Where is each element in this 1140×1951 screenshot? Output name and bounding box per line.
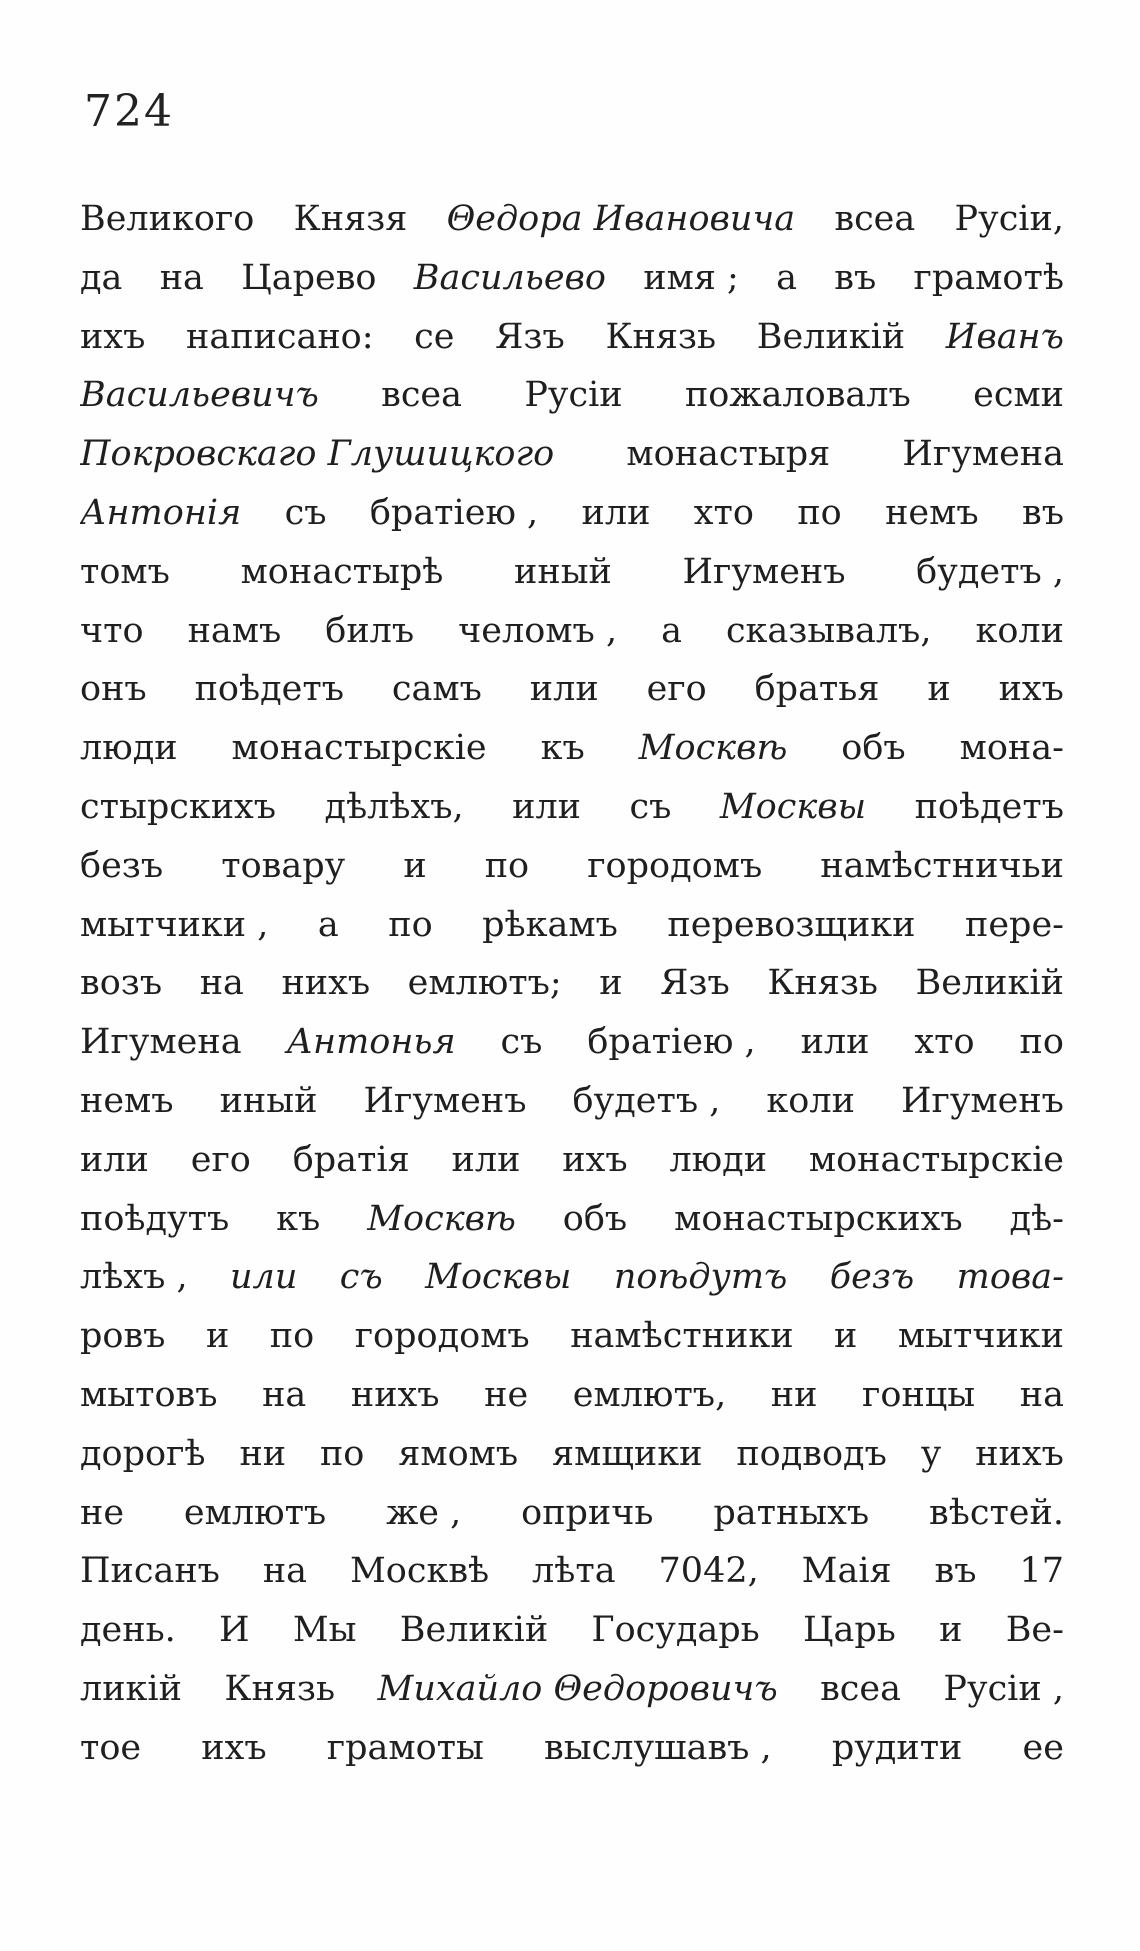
text-line bbox=[80, 719, 1064, 778]
page-number: 724 bbox=[84, 86, 174, 137]
word: ямомъ bbox=[398, 1433, 519, 1474]
word: монастыря bbox=[626, 434, 831, 475]
word: безъ bbox=[80, 845, 164, 886]
word: и bbox=[403, 845, 427, 886]
word: намъ bbox=[187, 610, 282, 651]
word: емлютъ bbox=[183, 1492, 327, 1533]
word: опричь bbox=[521, 1492, 654, 1533]
word: тое bbox=[80, 1727, 142, 1768]
word: подводъ bbox=[736, 1433, 887, 1474]
word: ни bbox=[770, 1374, 818, 1415]
text-line bbox=[80, 1190, 1064, 1249]
word: съ bbox=[284, 492, 327, 533]
word: по bbox=[484, 845, 530, 886]
word: съ bbox=[339, 1257, 383, 1298]
word: поѣдутъ bbox=[613, 1257, 788, 1298]
word: Ве- bbox=[1005, 1610, 1064, 1651]
word: пере- bbox=[965, 904, 1064, 945]
word: Москвы bbox=[719, 786, 867, 827]
word: люди bbox=[80, 728, 178, 769]
word: къ bbox=[276, 1198, 321, 1239]
word: въ bbox=[1022, 492, 1064, 533]
word: а bbox=[317, 904, 339, 945]
word: немъ bbox=[885, 492, 979, 533]
text-line bbox=[80, 1248, 1064, 1307]
word: Язъ bbox=[660, 963, 730, 1004]
word: дѣлѣхъ, bbox=[324, 786, 464, 827]
word: и bbox=[927, 669, 951, 710]
text-line bbox=[80, 1719, 1064, 1778]
word: или bbox=[529, 669, 599, 710]
word: будетъ , bbox=[572, 1080, 721, 1121]
word: написано: bbox=[186, 316, 374, 357]
word: на bbox=[159, 257, 204, 298]
text-line bbox=[80, 190, 1064, 249]
word: Игумена bbox=[80, 1022, 242, 1063]
word: Москвѣ bbox=[638, 728, 788, 769]
text-line bbox=[80, 1307, 1064, 1366]
word: по bbox=[1019, 1022, 1064, 1063]
word: 17 bbox=[1019, 1551, 1064, 1592]
word: Θедора Ивановича bbox=[446, 199, 796, 239]
word: Покровскаго Глушицкого bbox=[80, 434, 555, 475]
word: имя ; bbox=[643, 257, 739, 298]
word: на bbox=[262, 1551, 308, 1592]
word: и bbox=[939, 1610, 963, 1651]
word: у bbox=[920, 1433, 942, 1474]
word: Князя bbox=[293, 199, 408, 239]
word: Маія bbox=[801, 1551, 892, 1592]
word: Великій bbox=[915, 963, 1064, 1004]
text-line bbox=[80, 1013, 1064, 1072]
word: что bbox=[80, 610, 144, 651]
text-line bbox=[80, 1072, 1064, 1131]
word: Игуменъ bbox=[900, 1080, 1064, 1121]
word: съ bbox=[629, 786, 672, 827]
word: по bbox=[269, 1316, 315, 1357]
word: городомъ bbox=[587, 845, 763, 886]
word: на bbox=[262, 1374, 307, 1415]
text-line bbox=[80, 1542, 1064, 1601]
word: ихъ bbox=[562, 1139, 628, 1180]
word: всеа bbox=[834, 199, 916, 239]
word: Русіи, bbox=[954, 199, 1064, 239]
word: Москвѣ bbox=[349, 1551, 490, 1592]
word: не bbox=[484, 1374, 529, 1415]
word: Васильево bbox=[413, 257, 606, 298]
word: ихъ bbox=[80, 316, 146, 357]
word: монастырѣ bbox=[240, 551, 444, 592]
word: грамоты bbox=[326, 1727, 484, 1768]
word: мытчики bbox=[897, 1316, 1064, 1357]
word: Русіи , bbox=[943, 1668, 1064, 1709]
word: хто bbox=[693, 492, 754, 533]
word: объ bbox=[841, 728, 906, 769]
word: коли bbox=[766, 1080, 855, 1121]
word: перевозщики bbox=[667, 904, 916, 945]
word: Москвы bbox=[425, 1257, 572, 1298]
word: мытовъ bbox=[80, 1374, 218, 1415]
word: Антонія bbox=[80, 492, 242, 533]
word: Царево bbox=[241, 257, 377, 298]
word: Игуменъ bbox=[682, 551, 846, 592]
word: городомъ bbox=[354, 1316, 530, 1357]
word: дорогѣ bbox=[80, 1433, 206, 1474]
word: се bbox=[414, 316, 455, 357]
word: Царь bbox=[803, 1610, 896, 1651]
word: братіею , bbox=[369, 492, 539, 533]
word: братія bbox=[292, 1139, 410, 1180]
word: по bbox=[388, 904, 433, 945]
word: безъ bbox=[829, 1257, 915, 1298]
word: мона- bbox=[959, 728, 1064, 769]
word: люди bbox=[669, 1139, 768, 1180]
word: грамотѣ bbox=[913, 257, 1064, 298]
word: поѣдетъ bbox=[194, 669, 344, 710]
word: Великій bbox=[399, 1610, 549, 1651]
word: Великого bbox=[80, 199, 255, 239]
word: томъ bbox=[80, 551, 170, 592]
word: къ bbox=[540, 728, 585, 769]
word: емлютъ; bbox=[407, 963, 562, 1004]
word: Иванъ bbox=[945, 316, 1064, 357]
word: товару bbox=[221, 845, 346, 886]
word: его bbox=[646, 669, 707, 710]
word: по bbox=[797, 492, 842, 533]
word: на bbox=[199, 963, 244, 1004]
word: монастырскіе bbox=[231, 728, 487, 769]
word: Язъ bbox=[495, 316, 565, 357]
word: или bbox=[581, 492, 651, 533]
text-line bbox=[80, 778, 1064, 837]
word: Писанъ bbox=[80, 1551, 220, 1592]
text-line bbox=[80, 660, 1064, 719]
word: Русіи bbox=[524, 375, 623, 416]
word: день. bbox=[80, 1610, 176, 1651]
word: по bbox=[319, 1433, 365, 1474]
word: онъ bbox=[80, 669, 147, 710]
word: ликій bbox=[80, 1668, 182, 1709]
word: Великій bbox=[756, 316, 906, 357]
word: а bbox=[661, 610, 682, 651]
word: Государь bbox=[591, 1610, 760, 1651]
word: намѣстничьи bbox=[820, 845, 1064, 886]
word: съ bbox=[500, 1022, 543, 1063]
word: Москвѣ bbox=[367, 1198, 516, 1239]
word: или bbox=[230, 1257, 298, 1298]
word: това- bbox=[956, 1257, 1064, 1298]
word: да bbox=[80, 257, 123, 298]
word: выслушавъ , bbox=[544, 1727, 772, 1768]
word: иный bbox=[219, 1080, 318, 1121]
word: его bbox=[190, 1139, 251, 1180]
text-line bbox=[80, 954, 1064, 1013]
word: ратныхъ bbox=[713, 1492, 870, 1533]
text-line bbox=[80, 1131, 1064, 1190]
word: билъ bbox=[325, 610, 415, 651]
word: всеа bbox=[381, 375, 463, 416]
word: мытчики , bbox=[80, 904, 269, 945]
word: ровъ bbox=[80, 1316, 166, 1357]
word: монастырскихъ bbox=[674, 1198, 963, 1239]
word: коли bbox=[975, 610, 1064, 651]
word: въ bbox=[834, 257, 877, 298]
word: объ bbox=[562, 1198, 628, 1239]
word: хто bbox=[914, 1022, 975, 1063]
word: или bbox=[512, 786, 582, 827]
word: пожаловалъ bbox=[684, 375, 911, 416]
word: ихъ bbox=[998, 669, 1064, 710]
text-line bbox=[80, 1660, 1064, 1719]
text-line bbox=[80, 1366, 1064, 1425]
word: вѣстей. bbox=[929, 1492, 1064, 1533]
word: Князь bbox=[767, 963, 878, 1004]
word: дѣ- bbox=[1009, 1198, 1064, 1239]
text-line bbox=[80, 896, 1064, 955]
text-line bbox=[80, 602, 1064, 661]
word: иный bbox=[514, 551, 612, 592]
word: и bbox=[205, 1316, 230, 1357]
word: не bbox=[80, 1492, 125, 1533]
text-line bbox=[80, 249, 1064, 308]
word: возъ bbox=[80, 963, 163, 1004]
word: будетъ , bbox=[916, 551, 1064, 592]
word: же , bbox=[386, 1492, 462, 1533]
word: рѣкамъ bbox=[482, 904, 618, 945]
word: Антонья bbox=[286, 1022, 456, 1063]
text-line bbox=[80, 1601, 1064, 1660]
word: самъ bbox=[391, 669, 482, 710]
word: Михайло Θедоровичъ bbox=[377, 1668, 778, 1709]
text-line bbox=[80, 543, 1064, 602]
word: Игумена bbox=[902, 434, 1064, 475]
word: на bbox=[1019, 1374, 1064, 1415]
word: гонцы bbox=[862, 1374, 976, 1415]
text-line bbox=[80, 484, 1064, 543]
word: И bbox=[219, 1610, 250, 1651]
word: немъ bbox=[80, 1080, 174, 1121]
word: есми bbox=[973, 375, 1064, 416]
word: ее bbox=[1022, 1727, 1064, 1768]
text-line bbox=[80, 425, 1064, 484]
word: нихъ bbox=[281, 963, 371, 1004]
text-line bbox=[80, 308, 1064, 367]
body-text bbox=[80, 190, 1064, 1778]
text-line bbox=[80, 1484, 1064, 1543]
word: лѣта bbox=[532, 1551, 616, 1592]
word: и bbox=[599, 963, 623, 1004]
word: Игуменъ bbox=[363, 1080, 527, 1121]
word: емлютъ, bbox=[572, 1374, 727, 1415]
word: или bbox=[800, 1022, 870, 1063]
word: братья bbox=[754, 669, 880, 710]
word: Мы bbox=[292, 1610, 357, 1651]
word: братіею , bbox=[587, 1022, 756, 1063]
word: въ bbox=[934, 1551, 977, 1592]
word: челомъ , bbox=[458, 610, 618, 651]
word: рудити bbox=[831, 1727, 963, 1768]
word: ихъ bbox=[201, 1727, 267, 1768]
word: Князь bbox=[605, 316, 717, 357]
word: стырскихъ bbox=[80, 786, 277, 827]
word: монастырскіе bbox=[808, 1139, 1064, 1180]
word: или bbox=[80, 1139, 149, 1180]
word: нихъ bbox=[975, 1433, 1064, 1474]
text-line bbox=[80, 366, 1064, 425]
word: ни bbox=[239, 1433, 287, 1474]
word: Васильевичъ bbox=[80, 375, 319, 416]
word: или bbox=[451, 1139, 521, 1180]
word: а bbox=[776, 257, 797, 298]
text-line bbox=[80, 837, 1064, 896]
word: поѣдутъ bbox=[80, 1198, 230, 1239]
word: намѣстники bbox=[570, 1316, 794, 1357]
word: поѣдетъ bbox=[914, 786, 1064, 827]
word: сказывалъ, bbox=[725, 610, 932, 651]
word: лѣхъ , bbox=[80, 1257, 188, 1298]
word: Князь bbox=[224, 1668, 336, 1709]
word: и bbox=[834, 1316, 858, 1357]
text-line bbox=[80, 1425, 1064, 1484]
word: ямщики bbox=[552, 1433, 703, 1474]
word: нихъ bbox=[350, 1374, 440, 1415]
word: 7042, bbox=[658, 1551, 759, 1592]
word: всеа bbox=[820, 1668, 901, 1709]
